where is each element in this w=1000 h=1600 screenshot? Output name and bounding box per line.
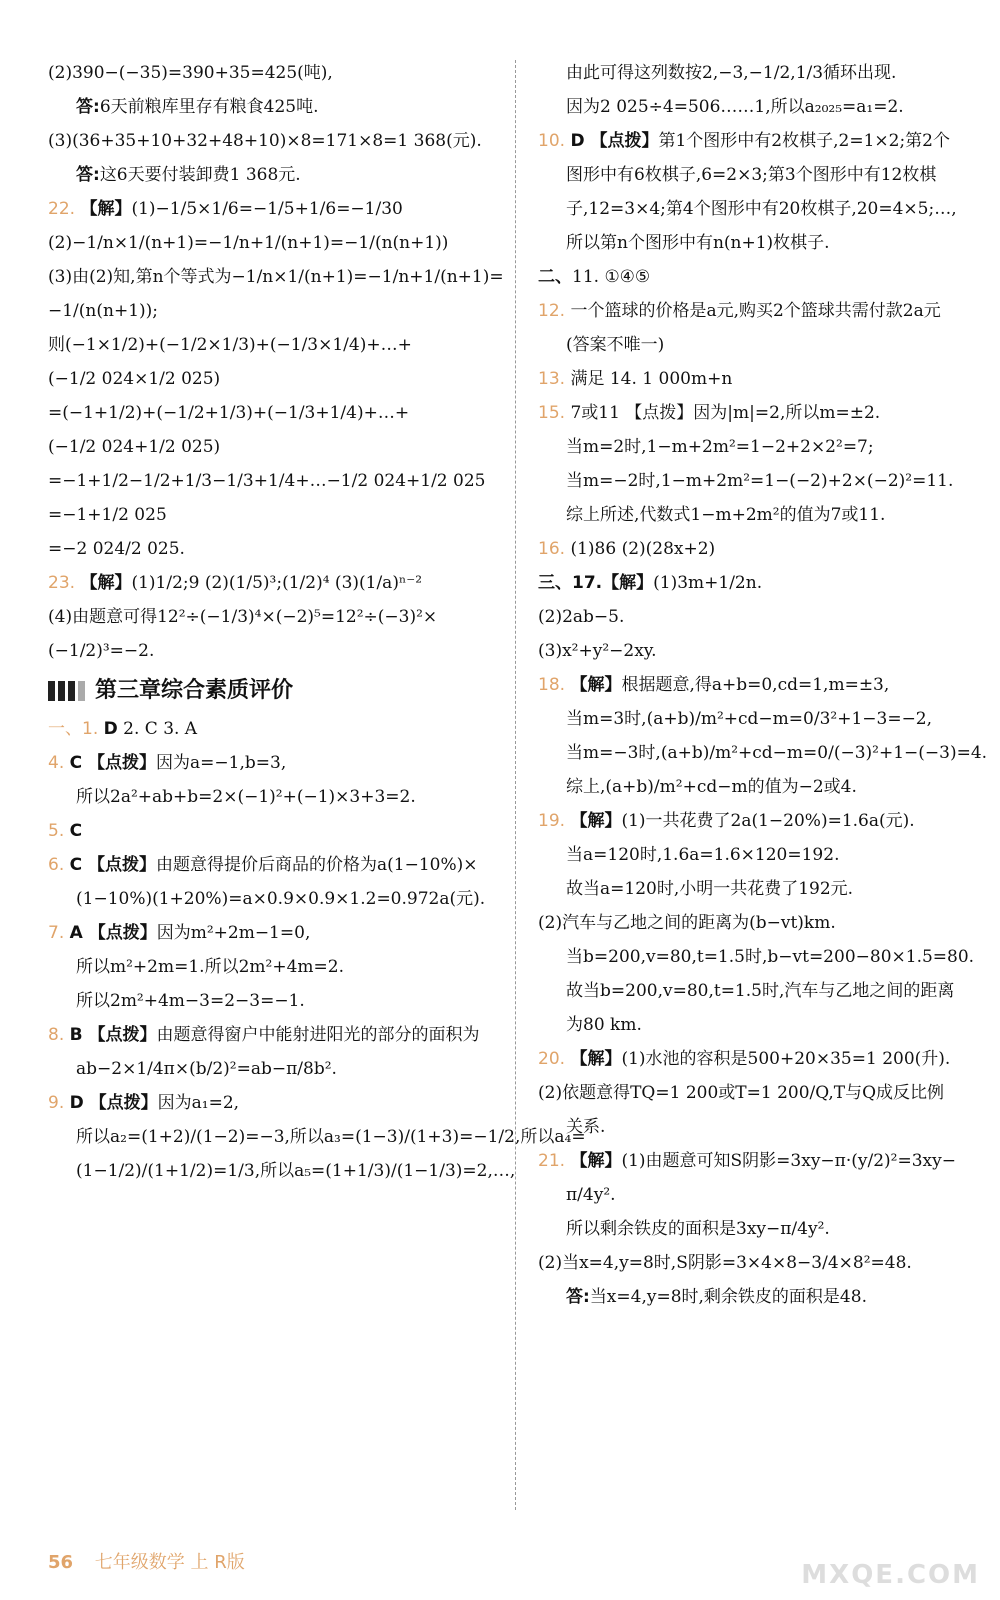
answer-line — [48, 228, 503, 258]
answer-line — [538, 1112, 993, 1142]
answer-line — [538, 500, 993, 530]
answer-line — [48, 500, 503, 530]
question-number: 22. — [48, 199, 81, 219]
answer-line — [538, 772, 993, 802]
answer-line — [538, 534, 993, 564]
answer-tag: 【解】 — [570, 1151, 622, 1171]
question-number: 12. — [538, 301, 571, 321]
answer-line — [538, 296, 993, 326]
question-number: 23. — [48, 573, 81, 593]
answer-line — [48, 816, 503, 846]
answer-text: 综上所述,代数式1−m+2m²的值为7或11. — [566, 505, 886, 525]
answer-tag: B 【点拨】 — [69, 1025, 157, 1045]
answer-text: 故当a=120时,小明一共花费了192元. — [566, 879, 854, 899]
answer-text: (答案不唯一) — [566, 335, 665, 355]
answer-text: 关系. — [566, 1117, 606, 1137]
answer-line — [538, 874, 993, 904]
answer-line — [538, 228, 993, 258]
answer-text: 由题意得提价后商品的价格为a(1−10%)× — [156, 855, 478, 875]
answer-line — [538, 806, 993, 836]
answer-text: (1−10%)(1+20%)=a×0.9×0.9×1.2=0.972a(元). — [76, 889, 486, 909]
answer-text: π/4y². — [566, 1185, 616, 1205]
answer-line — [48, 602, 503, 632]
answer-line — [48, 534, 503, 564]
answer-line — [538, 1214, 993, 1244]
answer-text: 所以a₂=(1+2)/(1−2)=−3,所以a₃=(1−3)/(1+3)=−1/2,所以a₄= — [76, 1127, 586, 1147]
answer-line — [48, 126, 503, 156]
question-number: 18. — [538, 675, 571, 695]
answer-line — [538, 194, 993, 224]
question-number: 8. — [48, 1025, 70, 1045]
answer-line — [538, 330, 993, 360]
right-column — [538, 58, 993, 1316]
answer-text: 当a=120时,1.6a=1.6×120=192. — [566, 845, 840, 865]
answer-line — [538, 58, 993, 88]
question-number: 7. — [48, 923, 70, 943]
answer-text: =−1+1/2−1/2+1/3−1/3+1/4+…−1/2 024+1/2 025 — [48, 471, 486, 491]
question-number: 16. — [538, 539, 571, 559]
answer-line — [48, 1054, 503, 1084]
answer-line — [538, 908, 993, 938]
answer-tag: 答: — [76, 165, 100, 185]
answer-text: (1)86 (2)(28x+2) — [570, 539, 716, 559]
answer-line — [538, 92, 993, 122]
answer-line — [538, 568, 993, 598]
answer-text: (3)x²+y²−2xy. — [538, 641, 657, 661]
left-answers — [48, 58, 503, 666]
answer-line — [48, 850, 503, 880]
answer-line — [48, 194, 503, 224]
answer-line — [48, 748, 503, 778]
answer-text: 因为2 025÷4=506……1,所以a₂₀₂₅=a₁=2. — [566, 97, 904, 117]
answer-text: 当m=3时,(a+b)/m²+cd−m=0/3²+1−3=−2, — [566, 709, 933, 729]
answer-line — [538, 398, 993, 428]
answer-tag: 三、17.【解】 — [538, 573, 654, 593]
answer-line — [538, 636, 993, 666]
answer-line — [538, 602, 993, 632]
answer-text: (3)由(2)知,第n个等式为−1/n×1/(n+1)=−1/n+1/(n+1)= — [48, 267, 504, 287]
answer-line — [48, 364, 503, 394]
answer-text: 第1个图形中有2枚棋子,2=1×2;第2个 — [658, 131, 950, 151]
question-number: 4. — [48, 753, 70, 773]
answer-tag: D 【点拨】 — [570, 131, 659, 151]
answer-tag: D — [103, 719, 118, 739]
answer-line — [538, 126, 993, 156]
answer-line — [48, 58, 503, 88]
answer-line — [48, 568, 503, 598]
answer-tag: 【解】 — [570, 1049, 622, 1069]
answer-line — [48, 986, 503, 1016]
answer-text: (2)依题意得TQ=1 200或T=1 200/Q,T与Q成反比例 — [538, 1083, 945, 1103]
answer-text: 满足 14. 1 000m+n — [570, 369, 733, 389]
answer-text: 这6天要付装卸费1 368元. — [99, 165, 301, 185]
answer-line — [538, 1180, 993, 1210]
answer-line — [538, 262, 993, 292]
answer-line — [48, 160, 503, 190]
answer-text: 所以第n个图形中有n(n+1)枚棋子. — [566, 233, 830, 253]
answer-line — [538, 466, 993, 496]
answer-text: 因为m²+2m−1=0, — [156, 923, 311, 943]
answer-text: 当m=−3时,(a+b)/m²+cd−m=0/(−3)²+1−(−3)=4. — [566, 743, 988, 763]
right-answers — [538, 58, 993, 1312]
answer-text: 11. ①④⑤ — [572, 267, 651, 287]
answer-text: (1)水池的容积是500+20×35=1 200(升). — [621, 1049, 951, 1069]
answer-text: 综上,(a+b)/m²+cd−m的值为−2或4. — [566, 777, 857, 797]
answer-line — [538, 1044, 993, 1074]
answer-line — [48, 714, 503, 744]
answer-text: 一个篮球的价格是a元,购买2个篮球共需付款2a元 — [570, 301, 941, 321]
answer-text: (2)汽车与乙地之间的距离为(b−vt)km. — [538, 913, 836, 933]
answer-line — [538, 1078, 993, 1108]
answer-line — [48, 1088, 503, 1118]
answer-text: 子,12=3×4;第4个图形中有20枚棋子,20=4×5;…, — [566, 199, 957, 219]
answer-line — [48, 296, 503, 326]
page-number: 56 — [48, 1552, 74, 1573]
answer-text: (1−1/2)/(1+1/2)=1/3,所以a₅=(1+1/3)/(1−1/3)=2,…, — [76, 1161, 516, 1181]
answer-line — [538, 942, 993, 972]
answer-text: 故当b=200,v=80,t=1.5时,汽车与乙地之间的距离 — [566, 981, 955, 1001]
answer-line — [48, 92, 503, 122]
answer-line — [538, 1010, 993, 1040]
answer-tag: D 【点拨】 — [69, 1093, 158, 1113]
section-heading — [48, 676, 503, 706]
answer-text: 所以m²+2m=1.所以2m²+4m=2. — [76, 957, 344, 977]
book-name: 七年级数学 上 R版 — [94, 1552, 245, 1573]
answer-tag: 二、 — [538, 267, 572, 287]
answer-line — [538, 704, 993, 734]
answer-text: (2)当x=4,y=8时,S阴影=3×4×8−3/4×8²=48. — [538, 1253, 912, 1273]
answer-text: (2)390−(−35)=390+35=425(吨), — [48, 63, 333, 83]
section-bars-icon — [48, 681, 85, 701]
answer-line — [538, 364, 993, 394]
answer-tag: 【解】 — [80, 573, 132, 593]
answer-tag: C 【点拨】 — [69, 855, 157, 875]
answer-text: (1)−1/5×1/6=−1/5+1/6=−1/30 — [131, 199, 403, 219]
answer-text: 7或11 【点拨】因为|m|=2,所以m=±2. — [570, 403, 881, 423]
watermark: MXQE.COM — [801, 1560, 980, 1590]
answer-text: 6天前粮库里存有粮食425吨. — [99, 97, 319, 117]
answer-line — [538, 738, 993, 768]
answer-line — [538, 840, 993, 870]
answer-text: 所以2a²+ab+b=2×(−1)²+(−1)×3+3=2. — [76, 787, 416, 807]
question-number: 10. — [538, 131, 571, 151]
answer-line — [48, 1122, 586, 1152]
answer-text: (2)−1/n×1/(n+1)=−1/n+1/(n+1)=−1/(n(n+1)) — [48, 233, 449, 253]
answer-line — [538, 1146, 993, 1176]
answer-text: 根据题意,得a+b=0,cd=1,m=±3, — [621, 675, 890, 695]
answer-tag: A 【点拨】 — [69, 923, 157, 943]
answer-text: (−1/2 024×1/2 025) — [48, 369, 221, 389]
answer-text: 则(−1×1/2)+(−1/2×1/3)+(−1/3×1/4)+…+ — [48, 335, 412, 355]
answer-text: (1)1/2;9 (2)(1/5)³;(1/2)⁴ (3)(1/a)ⁿ⁻² — [131, 573, 423, 593]
answer-text: (4)由题意可得12²÷(−1/3)⁴×(−2)⁵=12²÷(−3)²× — [48, 607, 438, 627]
answer-tag: 【解】 — [80, 199, 132, 219]
answer-text: 当b=200,v=80,t=1.5时,b−vt=200−80×1.5=80. — [566, 947, 975, 967]
answer-text: ab−2×1/4π×(b/2)²=ab−π/8b². — [76, 1059, 337, 1079]
answer-text: =−2 024/2 025. — [48, 539, 185, 559]
question-number: 21. — [538, 1151, 571, 1171]
answer-line — [48, 432, 503, 462]
column-divider — [515, 60, 516, 1510]
answer-text: 由题意得窗户中能射进阳光的部分的面积为 — [156, 1025, 480, 1045]
answer-text: 当m=−2时,1−m+2m²=1−(−2)+2×(−2)²=11. — [566, 471, 954, 491]
answer-line — [48, 1020, 503, 1050]
question-number: 20. — [538, 1049, 571, 1069]
answer-text: 因为a₁=2, — [157, 1093, 240, 1113]
answer-text: 图形中有6枚棋子,6=2×3;第3个图形中有12枚棋 — [566, 165, 937, 185]
answer-tag: 【解】 — [570, 811, 622, 831]
answer-tag: 答: — [76, 97, 100, 117]
answer-text: 为80 km. — [566, 1015, 642, 1035]
answer-tag: 【解】 — [570, 675, 622, 695]
answer-tag: C 【点拨】 — [69, 753, 157, 773]
answer-line — [48, 782, 503, 812]
question-number: 5. — [48, 821, 70, 841]
answer-text: 所以2m²+4m−3=2−3=−1. — [76, 991, 305, 1011]
question-number: 13. — [538, 369, 571, 389]
question-number: 19. — [538, 811, 571, 831]
answer-line — [48, 918, 503, 948]
answer-text: (2)2ab−5. — [538, 607, 625, 627]
answer-line — [48, 330, 503, 360]
answer-line — [48, 466, 503, 496]
question-number: 9. — [48, 1093, 70, 1113]
answer-line — [48, 952, 503, 982]
answer-text: (−1/2 024+1/2 025) — [48, 437, 221, 457]
answer-line — [48, 884, 503, 914]
answer-text: (1)一共花费了2a(1−20%)=1.6a(元). — [621, 811, 915, 831]
answer-text: =−1+1/2 025 — [48, 505, 167, 525]
answer-text: (1)3m+1/2n. — [653, 573, 763, 593]
answer-line — [48, 636, 503, 666]
answer-text: −1/(n(n+1)); — [48, 301, 159, 321]
answer-tag: C — [69, 821, 83, 841]
answer-line — [538, 432, 993, 462]
answer-line — [538, 670, 993, 700]
answer-text: (1)由题意可知S阴影=3xy−π·(y/2)²=3xy− — [621, 1151, 956, 1171]
answer-line — [538, 976, 993, 1006]
page-footer — [48, 1548, 245, 1574]
question-number: 6. — [48, 855, 70, 875]
answer-text: 当m=2时,1−m+2m²=1−2+2×2²=7; — [566, 437, 874, 457]
answer-line — [538, 1282, 993, 1312]
answer-text: 所以剩余铁皮的面积是3xy−π/4y². — [566, 1219, 830, 1239]
answer-line — [538, 1248, 993, 1278]
section-title: 第三章综合素质评价 — [95, 678, 294, 703]
answer-text: (3)(36+35+10+32+48+10)×8=171×8=1 368(元). — [48, 131, 482, 151]
answer-text: 因为a=−1,b=3, — [156, 753, 287, 773]
answer-text: 由此可得这列数按2,−3,−1/2,1/3循环出现. — [566, 63, 897, 83]
answer-line — [48, 1156, 516, 1186]
answer-text: 当x=4,y=8时,剩余铁皮的面积是48. — [589, 1287, 867, 1307]
answer-line — [48, 398, 503, 428]
answer-text: 2. C 3. A — [117, 719, 198, 739]
answer-line — [538, 160, 993, 190]
answer-text: (−1/2)³=−2. — [48, 641, 155, 661]
question-number: 一、1. — [48, 719, 104, 739]
answer-tag: 答: — [566, 1287, 590, 1307]
answer-text: =(−1+1/2)+(−1/2+1/3)+(−1/3+1/4)+…+ — [48, 403, 410, 423]
answer-line — [48, 262, 503, 292]
question-number: 15. — [538, 403, 571, 423]
